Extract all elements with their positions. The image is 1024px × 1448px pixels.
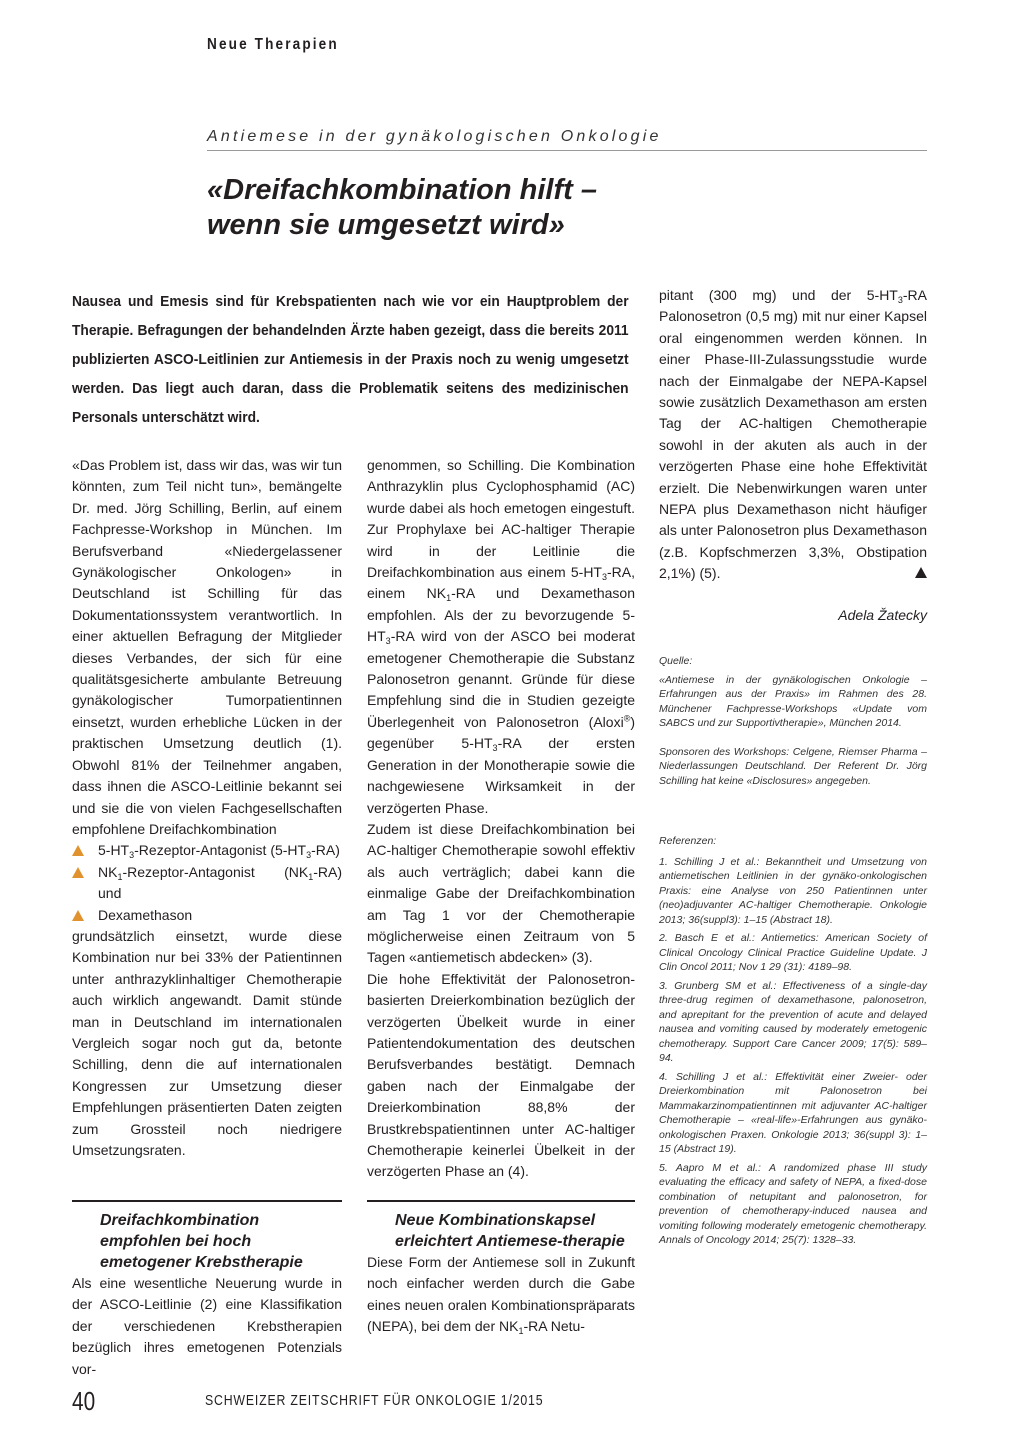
subsection-title: Dreifachkombination empfohlen bei hoch emetogener Krebstherapie <box>100 1212 303 1271</box>
paragraph: Diese Form der Antiemese soll in Zukunft noch einfacher werden durch die Gabe eines neuen oralen Kombinationspräparats (NEPA), bei dem der $NK_1-RA$ Netu- <box>367 1254 635 1337</box>
subsection-asco <box>72 1200 342 1380</box>
divider <box>72 1200 342 1202</box>
reference-item: 3. Grunberg SM et al.: Effectiveness of a single-day three-drug regimen of dexamethasone, palonosetron, and aprepitant for the prevention of acute and delayed nausea and vomiting caused by moderately emetogenic chemotherapy. Support Care Cancer 2009; 17(5): 589–94. <box>659 979 927 1065</box>
article-title <box>207 173 597 243</box>
source-block <box>659 654 927 788</box>
paragraph: Die hohe Effektivität der Palonosetron-basierten Dreierkombination bezüglich der verzögerten Übelkeit wurde in einer Patientendokumentation des deutschen Berufsverbandes bestätigt. Demnach gaben nach der Einmalgabe der Dreierkombination 88,8% der Brustkrebspatientinnen unter AC-haltiger Chemotherapie keinerlei Übelkeit in der verzögerten Phase an (4). <box>367 970 635 1180</box>
journal-name: SCHWEIZER ZEITSCHRIFT FÜR ONKOLOGIE 1/2015 <box>205 1392 544 1409</box>
reference-item: 1. Schilling J et al.: Bekanntheit und Umsetzung von antiemetischen Leitlinien in der gynäko-onkologischen Praxis: eine Analyse von 250 Patientinnen unter (neo)adjuvanter AC-haltiger Chemotherapie. Onkologie 2013; 36(suppl3): 1–15 (Abstract 18). <box>659 855 927 926</box>
end-of-article-icon <box>915 567 927 578</box>
source-label: Quelle: <box>659 655 693 668</box>
reference-item: 2. Basch E et al.: Antiemetics: American Society of Clinical Oncology Clinical Practice Guideline Update. J Clin Oncol 2011; Nov 1 29 (31): 4189–98. <box>659 932 927 974</box>
sponsors-text: Sponsoren des Workshops: Celgene, Riemser Pharma – Niederlassungen Deutschland. Der Referent Dr. Jörg Schilling hat keine «Disclosures» angegeben. <box>659 745 927 787</box>
bullet-item: $5-HT_3-Rezeptor$-Antagonist $(5-HT_3-RA)$ <box>72 840 342 861</box>
page-number: 40 <box>72 1386 96 1416</box>
triangle-bullet-icon <box>72 867 84 878</box>
paragraph: genommen, so Schilling. Die Kombination Anthrazyklin plus Cyclophosphamid (AC) wurde dabei als hoch emetogen eingestuft. Zur Prophylaxe bei AC-haltiger Therapie wird in der Leitlinie die Dreifachkombination aus einem $5-HT_3-RA$, einem $NK_1-RA$ und Dexamethason empfohlen. Als der zu bevorzugende $5-HT_3-RA$ wird von der ASCO bei moderat emetogener Chemotherapie die Substanz Palonosetron genannt. Gründe für diese Empfehlung sind die in Studien gezeigte Überlegenheit von Palonosetron (Aloxi®) gegenüber $5-HT_3-RA$ der ersten Generation in der Monotherapie sowie die nachgewiesene Wirksamkeit in der verzögerten Phase. <box>367 457 636 816</box>
subsection-nepa <box>367 1200 635 1338</box>
references-label: Referenzen: <box>659 835 717 848</box>
article-kicker: Antiemese in der gynäkologischen Onkologie <box>207 128 927 151</box>
bullet-item: $NK_1-Rezeptor$-Antagonist $(NK_1-RA)$ und <box>72 862 342 905</box>
triangle-bullet-icon <box>72 910 84 921</box>
paragraph: «Das Problem ist, dass wir das, was wir tun könnten, zum Teil nicht tun», bemängelte Dr. med. Jörg Schilling, Berlin, auf einem Fachpresse-Workshop in München. Im Berufsverband «Niedergelassener Gynäkologischer Onkologen» in Deutschland ist Schilling für das Dokumentationssystem verantwortlich. In einer aktuellen Befragung der Mitglieder dieses Verbandes, der sich für eine qualitätsgesicherte ambulante Betreuung gynäkologischer Tumorpatientinnen einsetzt, wurden erhebliche Lücken in der praktischen Umsetzung deutlich (1). Obwohl 81% der Teilnehmer angaben, dass ihnen die ASCO-Leitlinie bekannt sei und sie die von vielen Fachgesellschaften empfohlene Dreifachkombination <box>72 457 342 837</box>
title-line-1: «Dreifachkombination hilft – <box>207 174 597 206</box>
divider <box>367 1200 635 1202</box>
reference-item: 5. Aapro M et al.: A randomized phase III study evaluating the efficacy and safety of NEPA, a fixed-dose combination of netupitant and palonosetron, for prevention of chemotherapy-induced nausea and vomiting following moderately emetogenic chemotherapy. Annals of Oncology 2014; 25(7): 1328–33. <box>659 1161 927 1247</box>
source-text: «Antiemese in der gynäkologischen Onkologie – Erfahrungen aus der Praxis» im Rahmen des 28. Münchener Fachpresse-Workshops «Update vom SABCS und zur Supportivtherapie», München 2014. <box>659 673 927 730</box>
column-2 <box>367 455 635 1183</box>
article-lead: Nausea und Emesis sind für Krebspatienten nach wie vor ein Hauptproblem der Therapie. Befragungen der behandelnden Ärzte haben gezeigt, dass die bereits 2011 publizierten ASCO-Leitlinien zur Antiemesis in der Praxis noch zu wenig umgesetzt werden. Das liegt auch daran, dass die Problematik seitens des medizinischen Personals unterschätzt wird. <box>72 293 629 426</box>
column-3 <box>659 285 927 1252</box>
paragraph: Zudem ist diese Dreifachkombination bei AC-haltiger Chemotherapie sowohl effektiv als auch verträglich; dabei kann die einmalige Gabe der Dreifachkombination am Tag 1 vor der Chemotherapie möglicherweise einen Zeitraum von 5 Tagen «antiemetisch abdecken» (3). <box>367 820 635 966</box>
column-1 <box>72 455 342 1161</box>
paragraph: grundsätzlich einsetzt, wurde diese Kombination nur bei 33% der Patientinnen unter anthrazyklinhaltiger Chemotherapie auch wirklich angewandt. Damit stünde man in Deutschland im internationalen Vergleich sogar noch gut da, betonte Schilling, denn die auf internationalen Kongressen zur Umsetzung dieser Empfehlungen präsentierten Daten zeigten zum Grossteil noch niedrigere Umsetzungsraten. <box>72 927 342 1158</box>
triangle-bullet-icon <box>72 845 84 856</box>
references-block <box>659 834 927 1248</box>
paragraph: pitant (300 mg) und der $5-HT_3-RA$ Palonosetron (0,5 mg) mit nur einer Kapsel oral eingenommen werden können. In einer Phase-III-Zulassungsstudie wurde nach der Einmalgabe der NEPA-Kapsel sowie zusätzlich Dexamethason am ersten Tag der AC-haltigen Chemotherapie sowohl in der akuten als auch in der verzögerten Phase eine hohe Effektivität erzielt. Die Nebenwirkungen waren unter NEPA plus Dexamethason nicht häufiger als unter Palonosetron plus Dexamethason (z.B. Kopfschmerzen 3,3%, Obstipation 2,1%) (5). <box>659 287 927 582</box>
bullet-item: Dexamethason <box>72 905 342 926</box>
subsection-title: Neue Kombinationskapsel erleichtert Antiemese-therapie <box>395 1212 625 1250</box>
reference-item: 4. Schilling J et al.: Effektivität einer Zweier- oder Dreierkombination mit Palonosetron bei Mammakarzinompatientinnen mit adjuvanter AC-haltiger Chemotherapie – «real-life»-Erfahrungen aus gynäko-onkologischen Praxen. Onkologie 2013; 36(suppl 3): 1–15 (Abstract 19). <box>659 1070 927 1156</box>
references-list <box>659 855 927 1248</box>
section-header: Neue Therapien <box>207 36 339 53</box>
author: Adela Žatecky <box>838 606 927 623</box>
bullet-list <box>72 840 342 926</box>
title-line-2: wenn sie umgesetzt wird» <box>207 209 565 241</box>
paragraph: Als eine wesentliche Neuerung wurde in der ASCO-Leitlinie (2) eine Klassifikation der verschiedenen Krebstherapien bezüglich ihres emetogenen Potenzials vor- <box>72 1275 342 1377</box>
